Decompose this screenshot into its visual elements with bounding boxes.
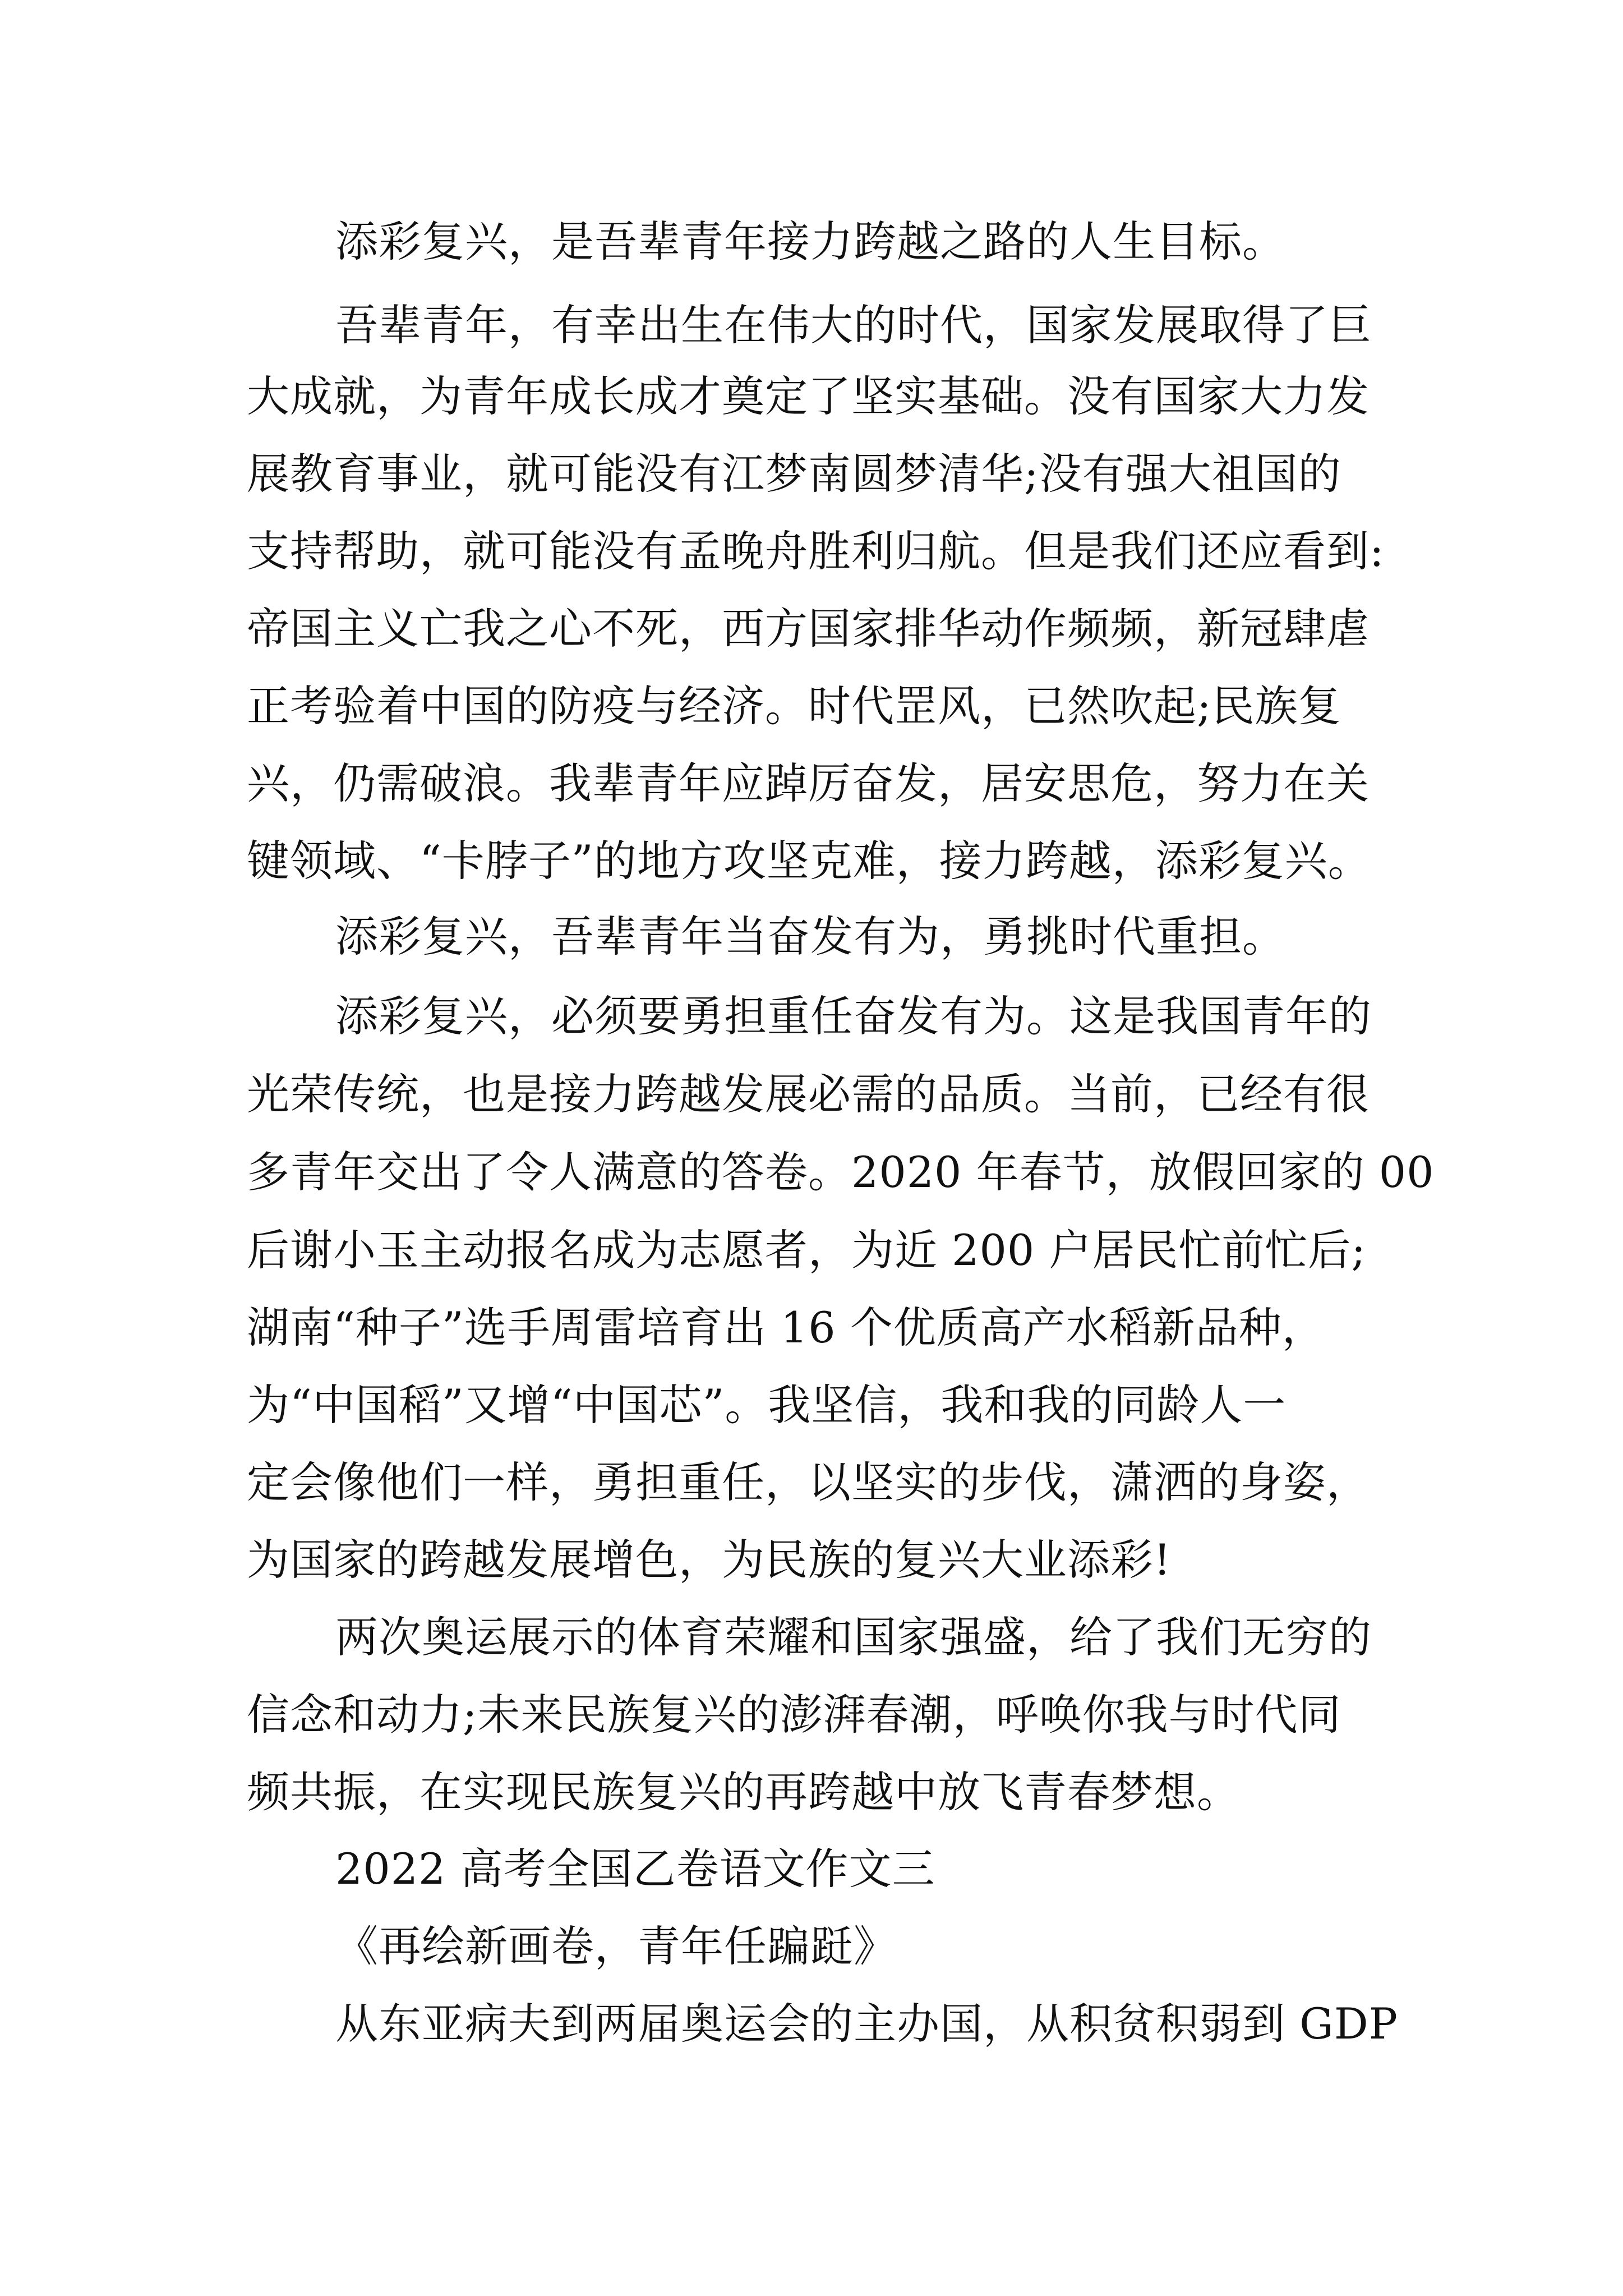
text-line: 定会像他们一样，勇担重任，以坚实的步伐，潇洒的身姿， — [247, 1457, 1370, 1507]
text-line: 支持帮助，就可能没有孟晚舟胜利归航。但是我们还应看到: — [247, 526, 1385, 576]
text-line: 两次奥运展示的体育荣耀和国家强盛，给了我们无穷的 — [335, 1612, 1372, 1662]
text-line: 添彩复兴，是吾辈青年接力跨越之路的人生目标。 — [335, 217, 1285, 266]
text-line: 大成就，为青年成长成才奠定了坚实基础。没有国家大力发 — [247, 371, 1370, 421]
text-line: 添彩复兴，必须要勇担重任奋发有为。这是我国青年的 — [335, 991, 1372, 1041]
text-line: 频共振，在实现民族复兴的再跨越中放飞青春梦想。 — [247, 1767, 1240, 1817]
section-title: 2022 高考全国乙卷语文作文三 — [335, 1844, 935, 1894]
text-line: 从东亚病夫到两届奥运会的主办国，从积贫积弱到 GDP — [335, 1999, 1398, 2049]
text-line: 正考验着中国的防疫与经济。时代罡风，已然吹起;民族复 — [247, 681, 1341, 731]
text-line: 为国家的跨越发展增色，为民族的复兴大业添彩! — [247, 1535, 1172, 1585]
text-line: 吾辈青年，有幸出生在伟大的时代，国家发展取得了巨 — [335, 300, 1372, 350]
text-line: 信念和动力;未来民族复兴的澎湃春潮，呼唤你我与时代同 — [247, 1690, 1341, 1740]
text-line: 湖南“种子”选手周雷培育出 16 个优质高产水稻新品种， — [247, 1303, 1325, 1352]
text-line: 多青年交出了令人满意的答卷。2020 年春节，放假回家的 00 — [247, 1147, 1435, 1197]
text-line: 展教育事业，就可能没有江梦南圆梦清华;没有强大祖国的 — [247, 449, 1341, 499]
text-line: 键领域、“卡脖子”的地方攻坚克难，接力跨越，添彩复兴。 — [247, 836, 1371, 886]
text-line: 添彩复兴，吾辈青年当奋发有为，勇挑时代重担。 — [335, 912, 1285, 961]
text-line: 后谢小玉主动报名成为志愿者，为近 200 户居民忙前忙后; — [247, 1225, 1366, 1275]
essay-title: 《再绘新画卷，青年任蹁跹》 — [335, 1921, 897, 1971]
text-line: 帝国主义亡我之心不死，西方国家排华动作频频，新冠肆虐 — [247, 604, 1370, 654]
text-line: 光荣传统，也是接力跨越发展必需的品质。当前，已经有很 — [247, 1069, 1370, 1119]
text-line: 为“中国稻”又增“中国芯”。我坚信，我和我的同龄人一 — [247, 1380, 1287, 1430]
text-line: 兴，仍需破浪。我辈青年应踔厉奋发，居安思危，努力在关 — [247, 758, 1370, 808]
